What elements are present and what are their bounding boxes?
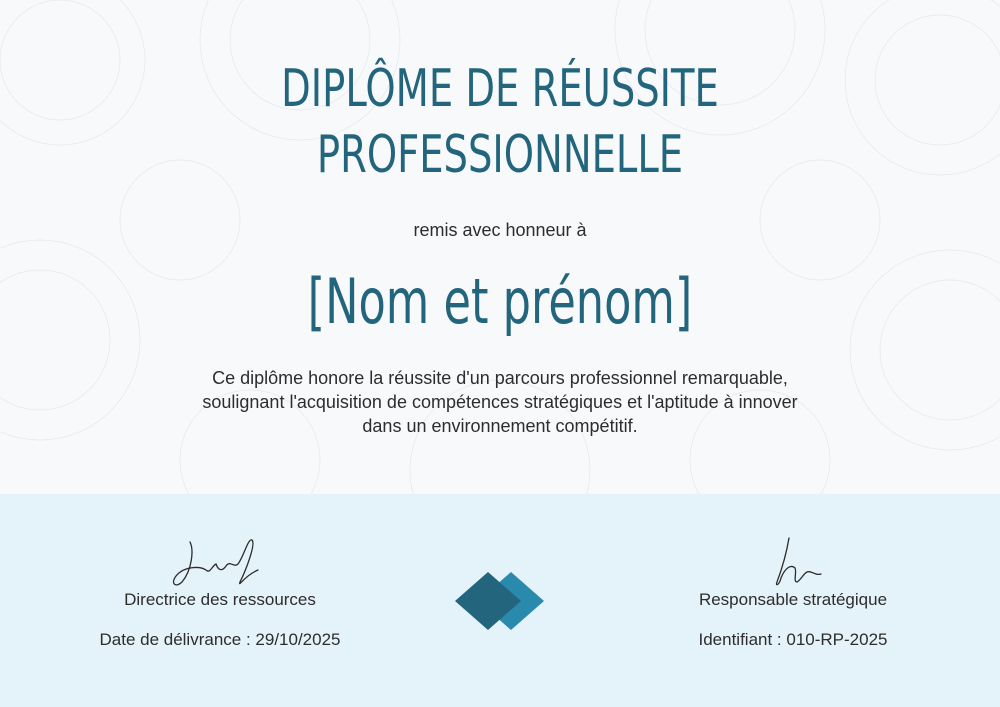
certificate-identifier: Identifiant : 010-RP-2025 [698,630,888,649]
certificate-description: Ce diplôme honore la réussite d'un parcours professionnel remarquable, soulignant l'acquisition de compétences stratégiques et l'aptitude à innover dans un environnement compétitif. [202,368,798,436]
signature-left-icon [160,530,280,594]
title-line-2: PROFESSIONNELLE [316,125,684,185]
signature-block-left [60,530,380,650]
recipient-name[interactable]: [Nom et prénom] [307,265,693,338]
certificate-title [130,56,870,188]
signature-left-role: Directrice des ressources [124,590,316,609]
signature-right-role: Responsable stratégique [698,590,888,609]
signature-block-right [633,530,953,650]
title-line-1: DIPLÔME DE RÉUSSITE [281,59,719,119]
certificate-subtitle: remis avec honneur à [413,220,587,240]
diamond-emblem-icon [452,568,548,634]
signature-right-icon [733,530,853,594]
issue-date: Date de délivrance : 29/10/2025 [99,630,341,649]
